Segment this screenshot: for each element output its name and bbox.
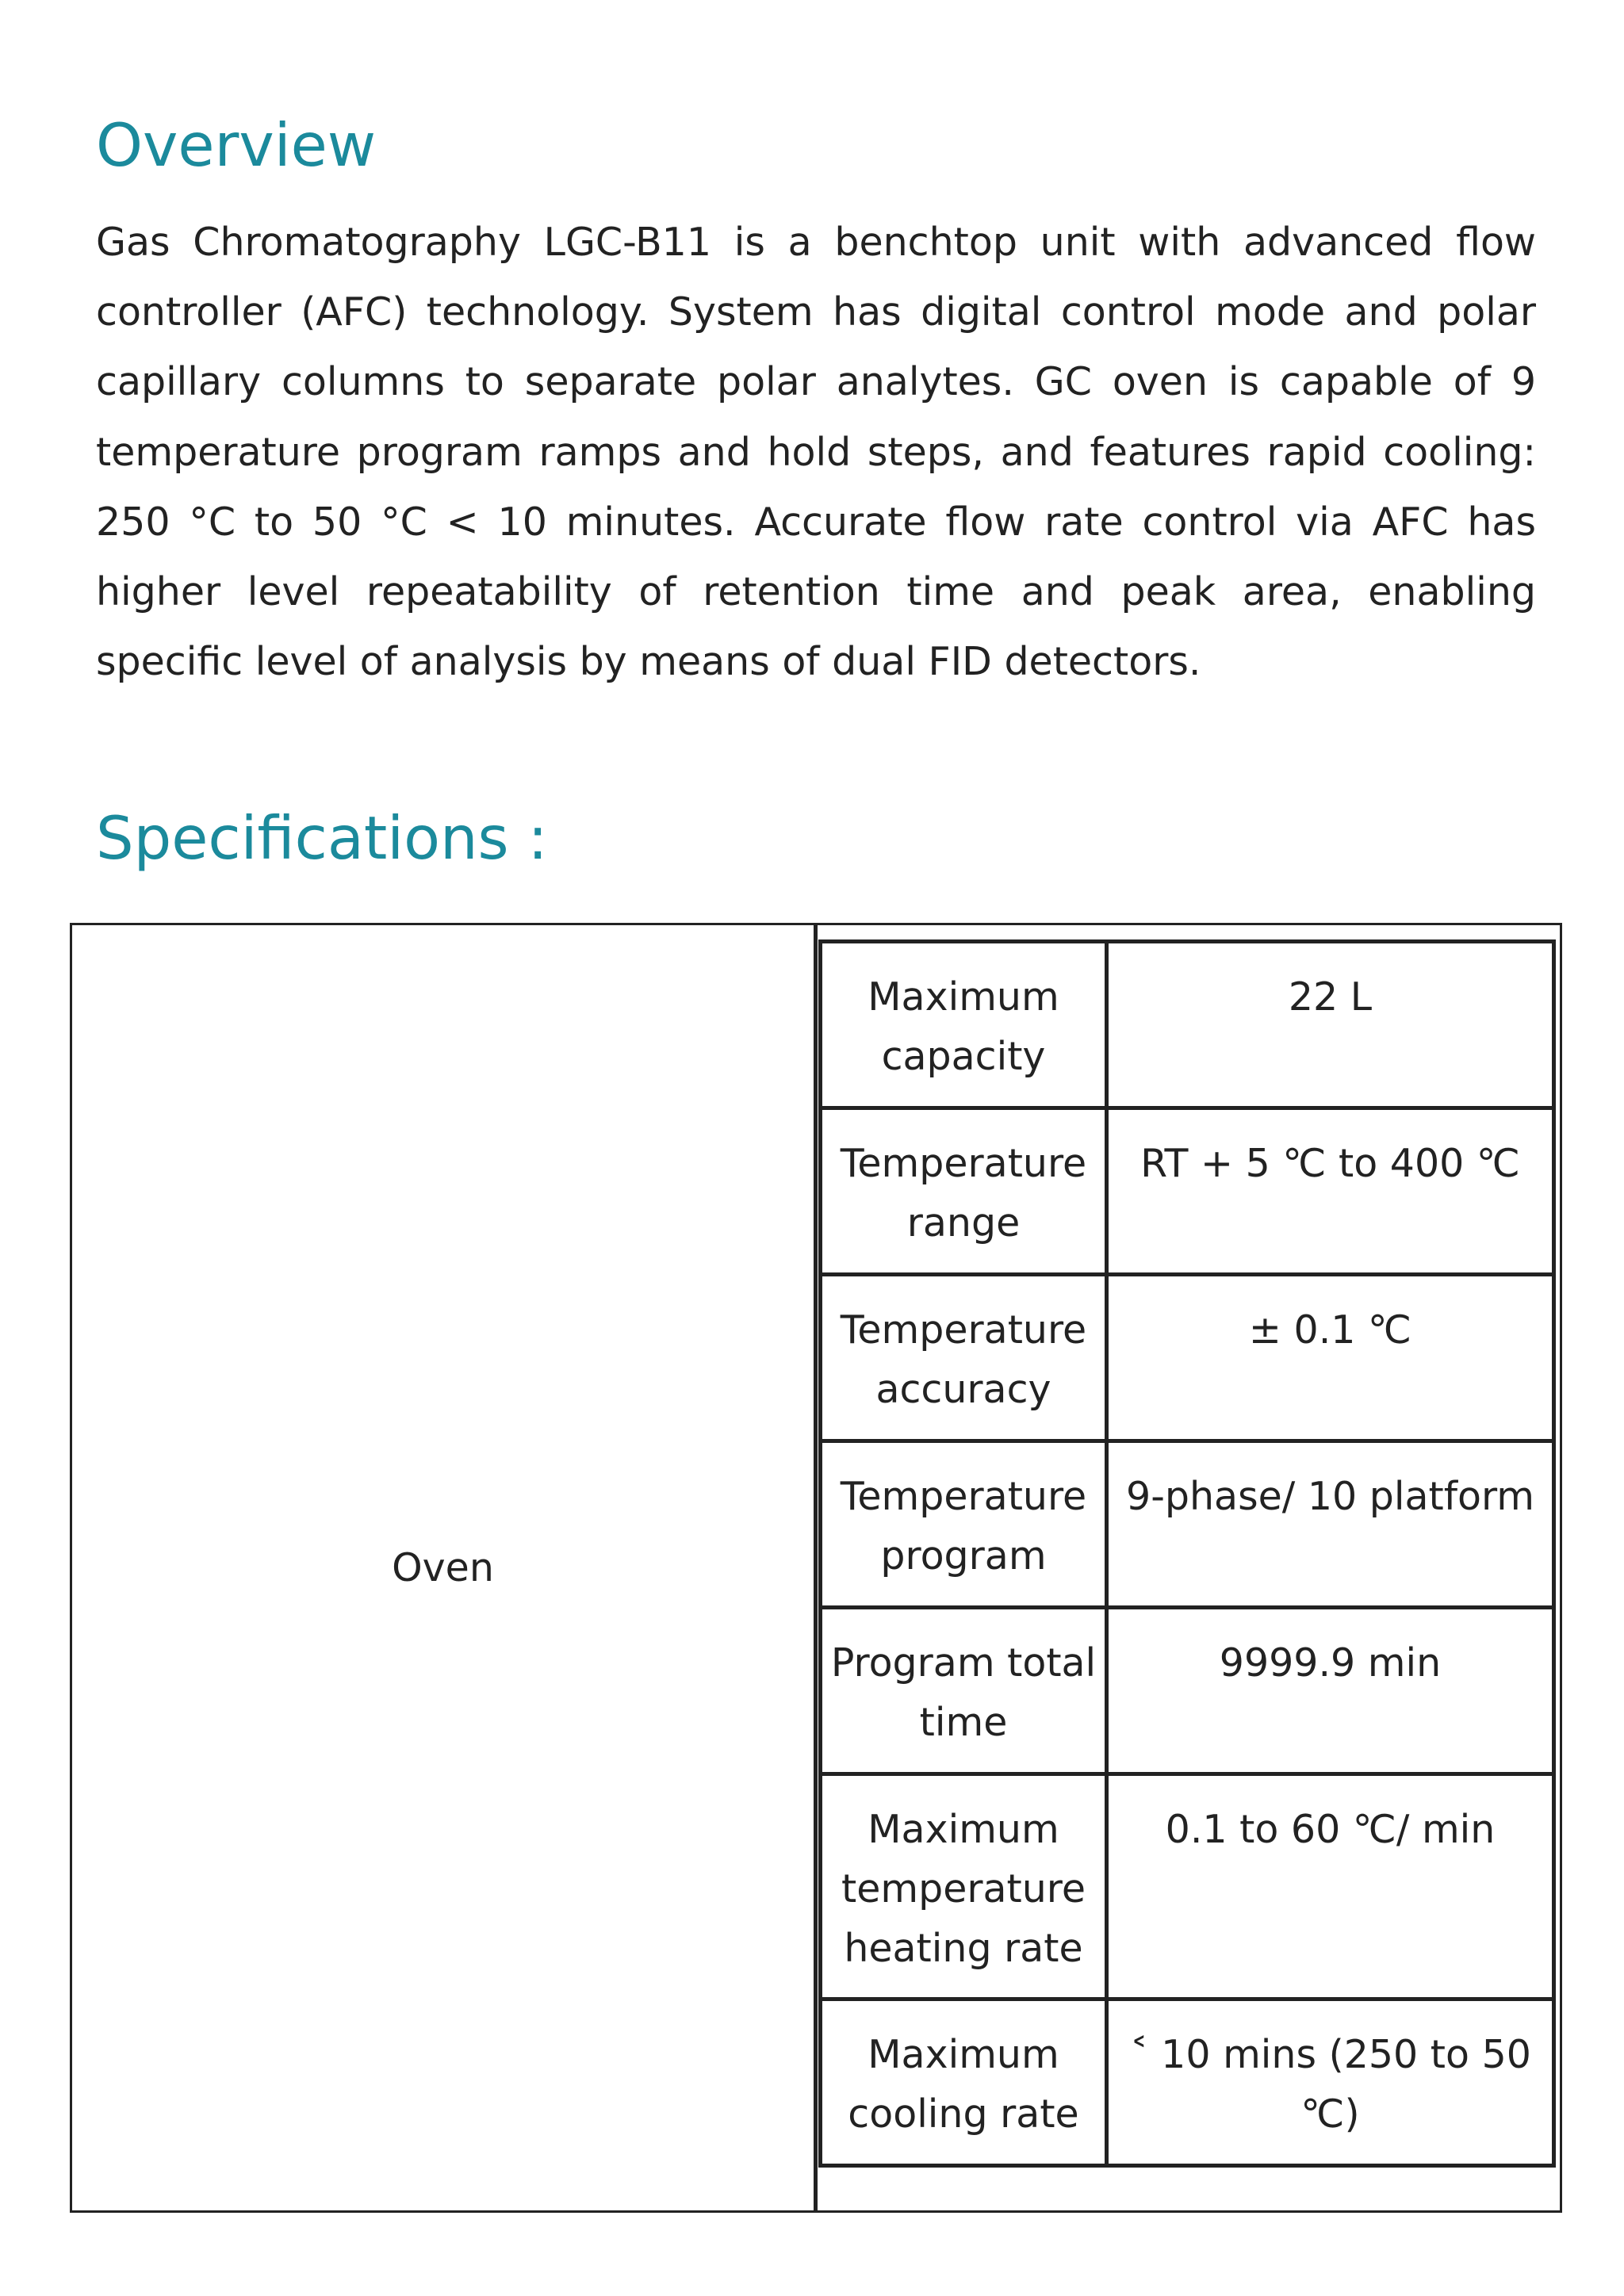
table-row xyxy=(821,942,1554,1108)
spec-label: Temperature program xyxy=(821,1441,1107,1608)
table-divider xyxy=(814,925,818,2210)
table-row xyxy=(821,1441,1554,1608)
table-row xyxy=(821,1275,1554,1441)
spec-value: 22 L xyxy=(1107,942,1554,1108)
spec-value: RT + 5 ℃ to 400 ℃ xyxy=(1107,1108,1554,1275)
spec-label: Maximum cooling rate xyxy=(821,1999,1107,2166)
spec-label: Temperature accuracy xyxy=(821,1275,1107,1441)
specifications-heading: Specifications : xyxy=(96,803,548,873)
spec-label: Temperature range xyxy=(821,1108,1107,1275)
table-row xyxy=(821,1108,1554,1275)
spec-value: 9999.9 min xyxy=(1107,1608,1554,1774)
overview-paragraph: Gas Chromatography LGC-B11 is a benchtop unit with advanced flow controller (AFC) technology. System has digital control mode and polar capillary columns to separate polar analytes. GC oven is capable of 9 temperature program ramps and hold steps, and features rapid cooling: 250 °C to 50 °C < 10 minutes. Accurate flow rate control via AFC has higher level repeatability of retention time and peak area, enabling specific level of analysis by means of dual FID detectors. xyxy=(96,220,1536,685)
table-row xyxy=(821,1999,1554,2166)
table-row xyxy=(821,1608,1554,1774)
spec-label: Maximum capacity xyxy=(821,942,1107,1108)
spec-value: 9-phase/ 10 platform xyxy=(1107,1441,1554,1608)
spec-label: Program total time xyxy=(821,1608,1107,1774)
table-row xyxy=(821,1774,1554,1999)
spec-label: Maximum temperature heating rate xyxy=(821,1774,1107,1999)
spec-value: ˂ 10 mins (250 to 50 ℃) xyxy=(1107,1999,1554,2166)
oven-specs-table xyxy=(818,939,1556,2168)
overview-heading: Overview xyxy=(96,110,377,180)
spec-value: 0.1 to 60 ℃/ min xyxy=(1107,1774,1554,1999)
spec-value: ± 0.1 ℃ xyxy=(1107,1275,1554,1441)
oven-group-label: Oven xyxy=(392,1545,494,1590)
